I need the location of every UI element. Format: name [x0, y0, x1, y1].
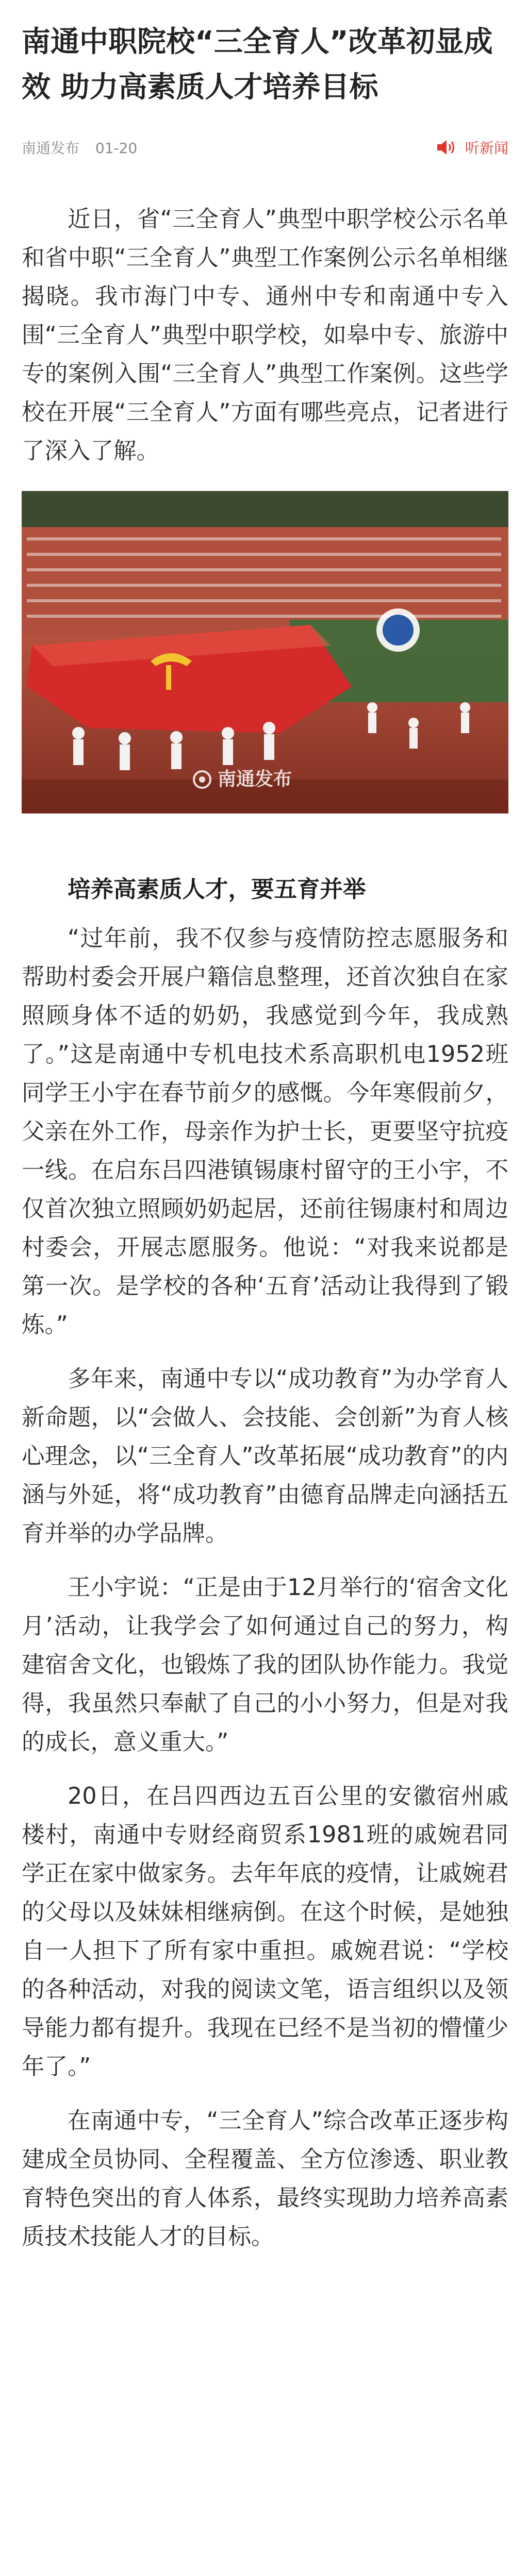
meta-info [22, 137, 148, 158]
article-meta [22, 137, 508, 158]
body-paragraph-4: 20日，在吕四西边五百公里的安徽宿州戚楼村，南通中专财经商贸系1981班的戚婉君同学正在家中做家务。去年年底的疫情，让戚婉君的父母以及妹妹相继病倒。在这个时候，是她独自一人担下了所有家中重担。戚婉君说：“学校的各种活动，对我的阅读文笔，语言组织以及领导能力都有提升。我现在已经不是当初的懵懂少年了。” [22, 1783, 508, 2080]
article-photo [22, 491, 508, 814]
body-paragraph-2: 多年来，南通中专以“成功教育”为办学育人新命题，以“会做人、会技能、会创新”为育人核心理念，以“三全育人”改革拓展“成功教育”的内涵与外延，将“成功教育”由德育品牌走向涵括五育并举的办学品牌。 [22, 1366, 508, 1547]
article-title: 南通中职院校“三全育人”改革初显成效 助力高素质人才培养目标 [22, 25, 493, 104]
body-paragraph-1: “过年前，我不仅参与疫情防控志愿服务和帮助村委会开展户籍信息整理，还首次独自在家照顾身体不适的奶奶，我感觉到今年，我成熟了。”这是南通中专机电技术系高职机电1952班同学王小宇在春节前夕的感慨。今年寒假前夕，父亲在外工作，母亲作为护士长，更要坚守抗疫一线。在启东吕四港镇锡康村留守的王小宇，不仅首次独立照顾奶奶起居，还前往锡康村和周边村委会，开展志愿服务。他说：“对我来说都是第一次。是学校的各种‘五育’活动让我得到了锻炼。” [22, 925, 508, 1338]
listen-news-button[interactable] [436, 137, 508, 158]
article-source[interactable]: 南通发布 [22, 140, 80, 157]
intro-paragraph: 近日，省“三全育人”典型中职学校公示名单和省中职“三全育人”典型工作案例公示名单相继揭晓。我市海门中专、通州中专和南通中专入围“三全育人”典型中职学校，如皋中专、旅游中专的案例入围“三全育人”典型工作案例。这些学校在开展“三全育人”方面有哪些亮点，记者进行了深入了解。 [22, 206, 508, 464]
photo-watermark [192, 760, 292, 799]
body-paragraph-3: 王小宇说：“正是由于12月举行的‘宿舍文化月’活动，让我学会了如何通过自己的努力，构建宿舍文化，也锻炼了我的团队协作能力。我觉得，我虽然只奉献了自己的小小努力，但是对我的成长，意义重大。” [22, 1574, 508, 1755]
section-heading: 培养高素质人才，要五育并举 [68, 876, 366, 903]
speaker-icon [436, 139, 457, 156]
body-paragraph-5: 在南通中专，“三全育人”综合改革正逐步构建成全员协同、全程覆盖、全方位渗透、职业教育特色突出的育人体系，最终实现助力培养高素质技术技能人才的目标。 [22, 2108, 508, 2250]
article-body [22, 200, 508, 2272]
listen-news-label: 听新闻 [465, 140, 508, 157]
watermark-text: 南通发布 [218, 769, 292, 790]
article-date: 01-20 [95, 140, 138, 157]
watermark-logo-icon [192, 769, 212, 790]
